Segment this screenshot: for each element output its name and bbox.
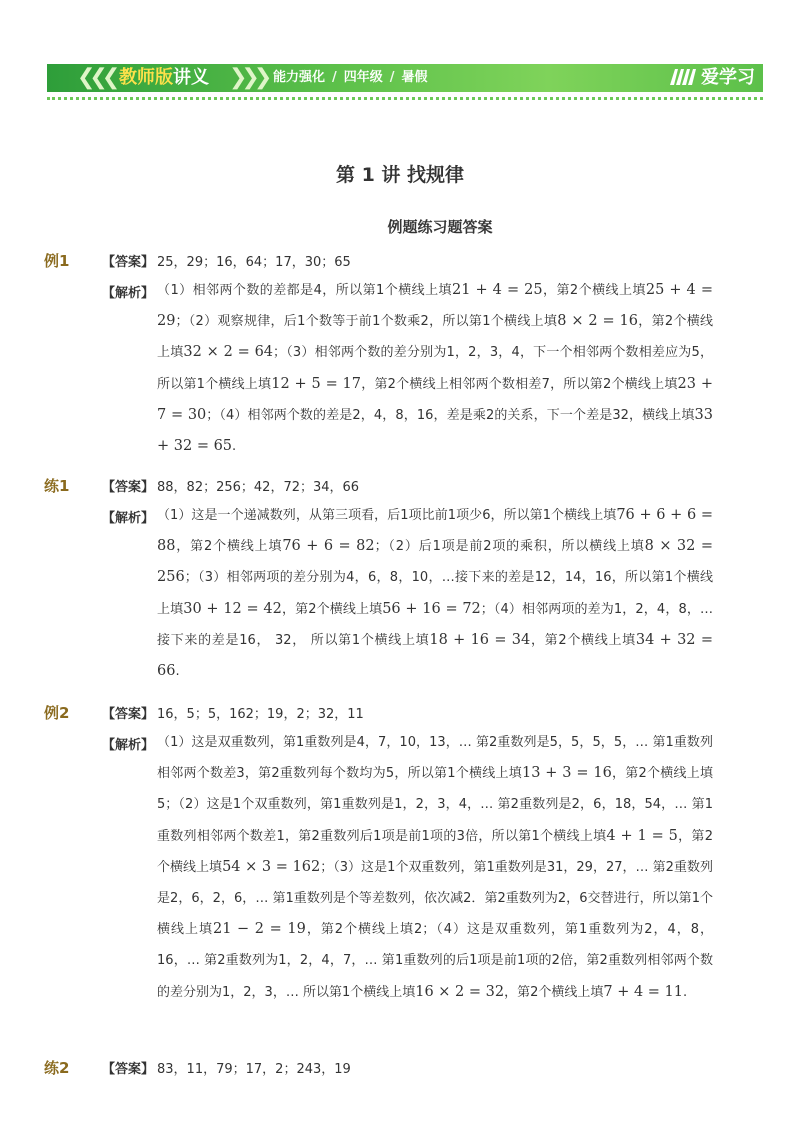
text-run: （1）相邻两个数的差都是4，所以第1个横线上填: [157, 283, 452, 298]
math-expression: 16 × 2 = 32: [415, 983, 505, 1000]
chevrons-left-icon: ❮❮❮: [77, 65, 115, 90]
math-expression: 7 + 4 = 11: [603, 983, 684, 1000]
text-run: ，第2个横线上填: [504, 984, 604, 1000]
text-run: ，第2个横线上填: [281, 601, 383, 617]
text-run: ；（3）相邻两个数的差分别为1，2，3，4，下一个相邻两个数相差应为5，所以第1个横线上填: [157, 345, 713, 392]
text-run: ，第2个横线上填: [157, 828, 713, 875]
math-expression: 8 × 32 = 256: [157, 538, 713, 586]
breadcrumb-item: 能力强化: [273, 70, 326, 85]
breadcrumb-item: 暑假: [401, 70, 428, 85]
text-run: .: [232, 439, 237, 455]
analysis-text: [157, 500, 713, 687]
math-expression: 21 − 2 = 19: [212, 921, 306, 938]
math-expression: 12 + 5 = 17: [271, 375, 362, 392]
text-run: .: [683, 984, 688, 1000]
text-run: ；（3）相邻两项的差分别为4，6，8，10，…接下来的差是12，14，16，所以第1个横线上填: [157, 570, 713, 617]
brand-mark-icon: [669, 68, 697, 86]
section-label: 练2: [44, 1059, 70, 1077]
answer-tag: 【答案】: [102, 707, 155, 722]
answer-tag: 【答案】: [102, 480, 155, 495]
answer-tag: 【答案】: [102, 1062, 155, 1077]
text-run: .: [175, 664, 180, 680]
answer-text: 83，11，79；17，2；243，19: [157, 1062, 351, 1077]
edition-title: 教师版讲义: [119, 67, 209, 88]
text-run: ，第2个横线上相邻两个数相差7，所以第2个横线上填: [361, 376, 678, 392]
answer-text: 88，82；256；42，72；34，66: [157, 480, 360, 495]
text-run: ；（4）相邻两项的差为1，2，4，8，… 接下来的差是16， 32， 所以第1个横线上填: [157, 601, 713, 648]
math-expression: 34 + 32 = 66: [157, 631, 713, 680]
math-expression: 4 + 1 = 5: [606, 827, 678, 844]
breadcrumb-item: 四年级: [343, 70, 383, 85]
math-expression: 23 + 7 = 30: [157, 375, 713, 423]
text-run: （1）这是一个递减数列，从第三项看，后1项比前1项少6，所以第1个横线上填: [157, 508, 617, 523]
math-expression: 13 + 3 = 16: [521, 765, 612, 782]
text-run: ；（2）观察规律，后1个数等于前1个数乘2，所以第1个横线上填: [175, 314, 558, 330]
text-run: （1）这是双重数列，第1重数列是4，7，10，13，… 第2重数列是5，5，5，5，… 第1重数列相邻两个数差3，第2重数列每个数均为5，所以第1个横线上填: [157, 735, 713, 782]
page-title: 第 1 讲 找规律: [335, 164, 465, 186]
analysis-tag: 【解析】: [102, 286, 155, 301]
analysis-tag: 【解析】: [102, 511, 155, 526]
chevrons-right-icon: ❯❯❯: [229, 65, 267, 90]
text-run: ，第2个横线上填5；（2）这是1个双重数列，第1重数列是1，2，3，4，… 第2重数列是2，6，18，54，… 第1重数列相邻两个数差1，第2重数列后1项是前1项的3倍，所以第1个横线上填: [157, 766, 713, 844]
text-run: ，第2个横线上填: [175, 539, 283, 555]
math-expression: 18 + 16 = 34: [429, 631, 531, 648]
header-banner: [47, 64, 763, 92]
answer-text: 16，5；5，162；19，2；32，11: [157, 707, 364, 722]
math-expression: 8 × 2 = 16: [557, 313, 639, 330]
text-run: ，第2个横线上填: [542, 283, 646, 298]
text-run: ，第2个横线上填: [157, 314, 714, 361]
breadcrumb: 能力强化 / 四年级 / 暑假: [273, 70, 428, 85]
text-run: ；（4）相邻两个数的差是2，4，8，16，差是乘2的关系，下一个差是32，横线上填: [206, 407, 695, 423]
math-expression: 32 × 2 = 64: [183, 344, 274, 361]
analysis-text: [157, 727, 713, 1008]
text-run: ；（3）这是1个双重数列，第1重数列是31，29，27，… 第2重数列是2，6，2，6，… 第1重数列是个等差数列，依次减2．第2重数列为2，6交替进行，所以第1个横线上填: [157, 859, 713, 938]
answer-text: 25，29；16，64；17，30；65: [157, 255, 351, 270]
text-run: ，第2个横线上填2；（4）这是双重数列，第1重数列为2，4，8，16，… 第2重数列为1，2，4，7，… 第1重数列的后1项是前1项的2倍，第2重数列相邻两个数的差分别为1，2，3，… 所以第1个横线上填: [157, 922, 713, 1000]
math-expression: 25 + 4 = 29: [157, 282, 713, 330]
section-label: 例1: [44, 252, 70, 270]
page-subtitle: 例题练习题答案: [387, 218, 493, 236]
analysis-text: [157, 275, 713, 462]
math-expression: 76 + 6 = 82: [282, 538, 375, 555]
math-expression: 30 + 12 = 42: [183, 600, 282, 617]
analysis-tag: 【解析】: [102, 738, 155, 753]
math-expression: 56 + 16 = 72: [382, 600, 481, 617]
brand-logo: 爱学习: [669, 64, 755, 92]
section-label: 例2: [44, 704, 70, 722]
text-run: ，第2个横线上填: [530, 632, 636, 648]
math-expression: 33 + 32 = 65: [157, 406, 713, 455]
math-expression: 54 × 3 = 162: [222, 858, 321, 875]
answer-tag: 【答案】: [102, 255, 155, 270]
math-expression: 21 + 4 = 25: [451, 282, 543, 298]
text-run: ；（2）后1项是前2项的乘积，所以横线上填: [374, 539, 645, 555]
section-label: 练1: [44, 477, 70, 495]
math-expression: 76 + 6 + 6 = 88: [157, 507, 713, 555]
header-divider: [47, 97, 763, 100]
